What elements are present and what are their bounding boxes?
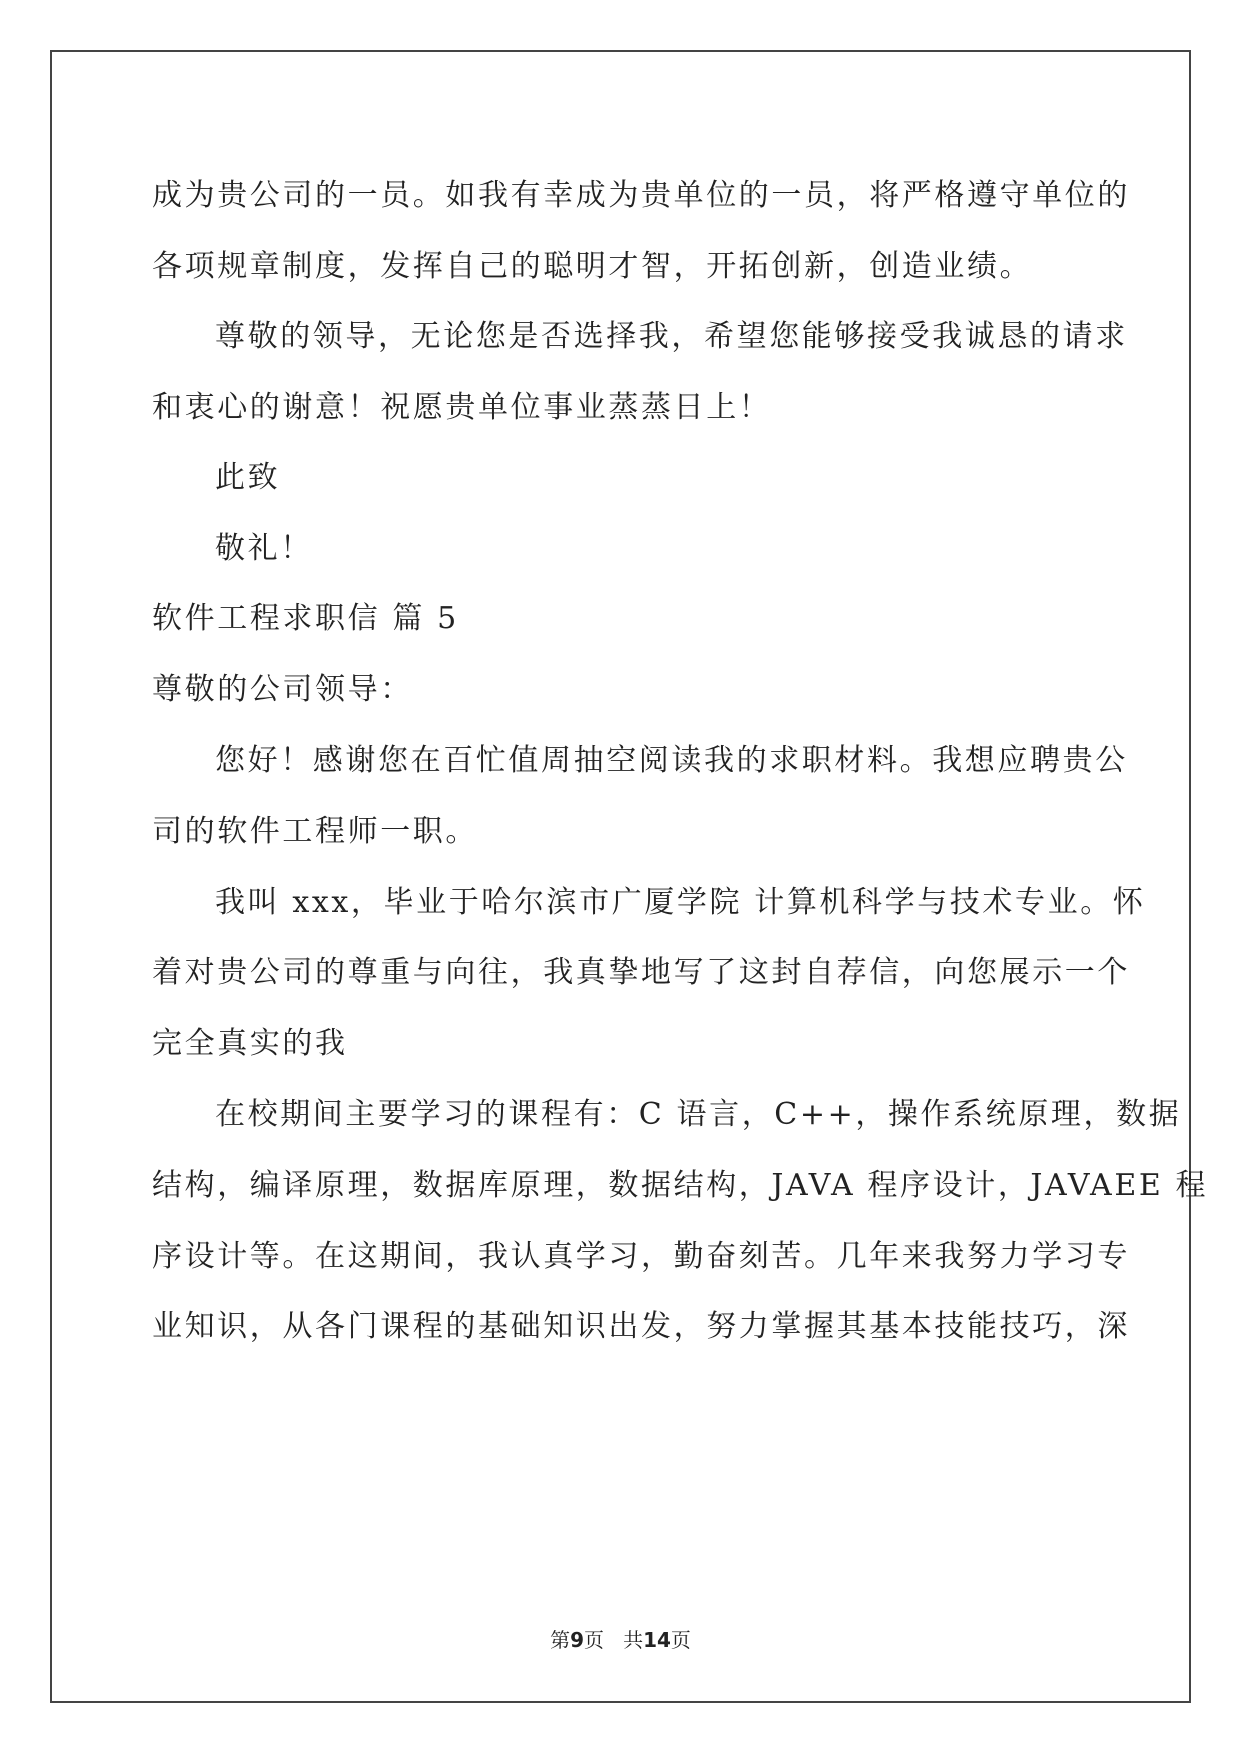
footer-suffix: 页 <box>670 1628 691 1652</box>
text-line: 着对贵公司的尊重与向往，我真挚地写了这封自荐信，向您展示一个 <box>152 955 1130 990</box>
text-line: 此致 <box>215 460 281 495</box>
text-line: 各项规章制度，发挥自己的聪明才智，开拓创新，创造业绩。 <box>152 249 1033 284</box>
total-page-number: 14 <box>643 1628 671 1652</box>
text-line: 我叫 xxx，毕业于哈尔滨市广厦学院 计算机科学与技术专业。怀 <box>215 885 1146 920</box>
text-line: 成为贵公司的一员。如我有幸成为贵单位的一员，将严格遵守单位的 <box>152 178 1130 213</box>
text-line: 业知识，从各门课程的基础知识出发，努力掌握其基本技能技巧，深 <box>152 1309 1130 1344</box>
section-heading: 软件工程求职信 篇 5 <box>152 601 459 636</box>
text-line: 序设计等。在这期间，我认真学习，勤奋刻苦。几年来我努力学习专 <box>152 1239 1130 1274</box>
text-line: 在校期间主要学习的课程有：C 语言，C++，操作系统原理，数据 <box>215 1097 1182 1132</box>
text-line: 完全真实的我 <box>152 1026 348 1061</box>
salutation: 尊敬的公司领导： <box>152 672 413 707</box>
footer-middle: 页 共 <box>584 1628 644 1652</box>
text-line: 您好！感谢您在百忙值周抽空阅读我的求职材料。我想应聘贵公 <box>215 743 1128 778</box>
text-line: 敬礼！ <box>215 531 313 566</box>
text-line: 结构，编译原理，数据库原理，数据结构，JAVA 程序设计，JAVAEE 程 <box>152 1168 1209 1203</box>
footer-prefix: 第 <box>550 1628 571 1652</box>
text-line: 和衷心的谢意！祝愿贵单位事业蒸蒸日上！ <box>152 390 772 425</box>
page-border <box>50 50 1191 1703</box>
text-line: 尊敬的领导，无论您是否选择我，希望您能够接受我诚恳的请求 <box>215 319 1128 354</box>
text-line: 司的软件工程师一职。 <box>152 814 478 849</box>
current-page-number: 9 <box>570 1628 584 1652</box>
page-footer <box>0 1627 1241 1653</box>
